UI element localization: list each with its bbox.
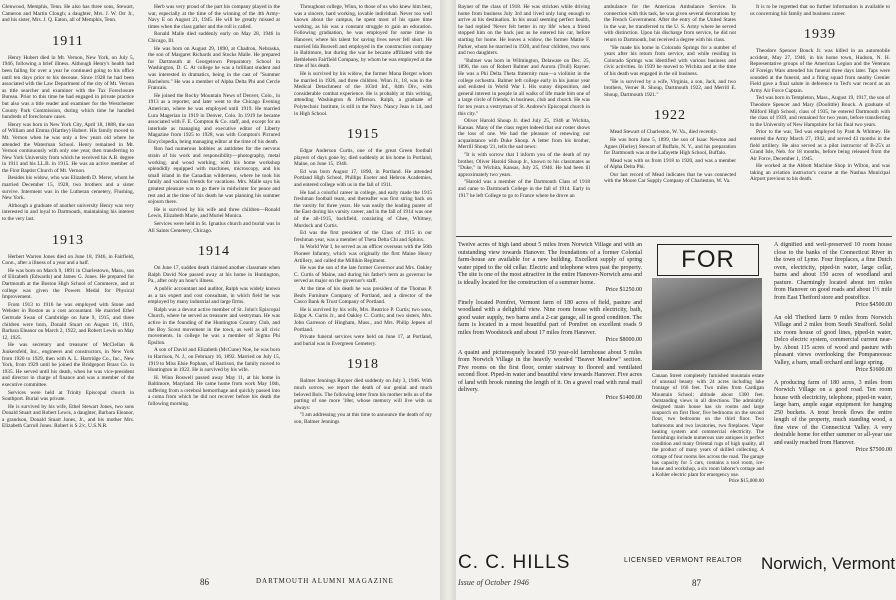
listing-price: Price $7500.00 — [855, 447, 892, 453]
paragraph: Our last record of Mead indicates that he was connected with the Moore Car Supply Company of Charleston, W. Va. — [604, 171, 736, 185]
paragraph: Ralph was a devout active member of St. John's Episcopal Church, where he served as treasurer and vestryman. He was active in the founding of the Huntington Country Club, and the Boy Scout movement in the town, as well as all civic movements. In college he was a member of Sigma Phi Epsilon. — [148, 306, 280, 346]
class-year-heading: 1939 — [804, 27, 836, 43]
paragraph: Ron had numerous hobbies as antidotes for the nervous strain of his work and responsibility—photography, metal working, and wood working, with his home workshop splendidly equipped with machines, microscopy, and his small island in the Canadian wilderness, where he took his family and various friends for vacations. Mrs. Malle says his greatest pleasure was to go there in midwinter for peace and rest and at the time of his death he was planning his summer sojourn there. — [148, 146, 280, 206]
paragraph: He was born on March 9, 1891 in Charlestown, Mass., son of Elizabeth (Edwards) and James G. Jones. He prepared for Dartmouth at the Boston High School of Commerce, and at college was given the Powers Medal for Physical Improvement. — [2, 267, 134, 301]
paragraph: Ed was the first president of the Class of 1915 in our freshman year, was a member of Theta Delta Chi and Sphinx. — [294, 230, 432, 243]
listing-price: Price $1400.00 — [605, 394, 642, 401]
paragraph: He had a colorful career in college, and early made the 1915 freshman football team, and thereafter was first string back on the varsity for three years. He was easily the leading punter of the East during his varsity career, and in the fall of 1914 was one of the all-1915, backfield, consisting of Ghee, Whitney, Murdock and Curtis. — [294, 189, 432, 229]
paragraph: Henry was born in New York City, April 18, 1888, the son of William and Emma (Hartley) Hubert. His family moved to Mt. Vernon when he was only a few years old where he attended the Waterman School. Henry remained in Mt. Vernon continuously with only one year, then transferring to New York University from which he received his A.B. degree in 1911 and his LL.B. in 1915. He was an active member of the First Baptist Church of Mt. Vernon. — [2, 121, 134, 174]
paragraph: He was born on August 29, 1890, at Chadron, Nebraska, the son of Margaret Richards and Stocks Malle. He prepared for Dartmouth at Georgetown Preparatory School in Washington, D. C. At college he was a brilliant student and was interested in dramatics, being in the cast of "Summer Bachelors." He was a member of Alpha Delta Phi and Cercle Francais. — [148, 45, 280, 92]
paragraph: "Harold was a member of the Dartmouth Class of 1918 and came to Dartmouth College in the fall of 1914. Early in 1917 he left College to go to France where he drove an — [458, 179, 590, 199]
listing-price: Price $8000.00 — [605, 337, 642, 343]
left-column-2 — [148, 4, 280, 570]
listing — [774, 242, 892, 310]
paragraph: Herb was very proud of the part his company played in the war, especially at the time of the winning of the 4th Army-Navy E on August 21, 1945. He will be greatly missed at times when the class gather and the roll is called. — [148, 4, 280, 30]
listing-price: Price $1600.00 — [855, 367, 892, 373]
left-column-3 — [294, 4, 432, 570]
left-column-1 — [2, 4, 134, 570]
paragraph: Ted was born in Templeton, Mass., August 19, 1917, the son of Theodore Spencer and Mary (Doolittle) Bouck. A graduate of Milford High School, class of 1935, he entered Dartmouth with the class of 1939, and remained for two years, before transferring to the University of New Hampshire for his final two years. — [750, 95, 890, 128]
class-year-heading: 1915 — [347, 127, 379, 143]
paragraph: Ronald Malle died suddenly early on May 28, 1946 in Chicago, Ill. — [148, 31, 280, 44]
page-86 — [0, 0, 440, 600]
paragraph: Although a graduate of another university Henry was very interested in and loyal to Dartmouth, maintaining his interest to the very last. — [2, 202, 134, 223]
listing — [774, 315, 892, 375]
photo-caption — [652, 373, 764, 545]
paragraph: Private funeral services were held on June 17, at Portland, and burial was in Evergreen Cemetery. — [294, 334, 432, 347]
paragraph: A public accountant and auditor, Ralph was widely known as a tax expert and cost consultant, in which field he was employed by many industrial and large firms. — [148, 285, 280, 306]
paragraph: He is survived by his wife, Ethel Stewart Jones, two sons Donald Stuart and Robert Lewis, a daughter, Barbara Eleanor, a grandson, Donald Stuart Jones, Jr., and his mother Mrs. Elizabeth Carroll Jones. Robert is S 2/c, U.S.N.R. — [2, 403, 134, 430]
paragraph: He was the son of the late former Governor and Mrs. Oakley C. Curtis of Maine, and during his father's term as governor he served as major on the governor's staff. — [294, 265, 432, 285]
gutter — [440, 0, 456, 600]
paragraph: He worked at the Abbott Machine Shop in Wilton, and was taking an aviation instructor's course at the Nashua Municipal Airport previous to his death. — [750, 163, 890, 183]
right-column-2 — [604, 4, 736, 236]
paragraph: "He made his home in Colorado Springs for a number of years after his return from service, and while residing in Colorado Springs was identified with various business and civic activities. In 1939 he moved to Wichita and at the time of his death was engaged in the oil business. — [604, 44, 736, 77]
paragraph: "Balmer was born in Wilmington, Delaware on Dec. 25, 1896, the son of Robert Balmer and Aurora (Trull) Rayner. He was a Phi Delta Theta fraternity man—a violinist in the college orchestra. Balmer left college early in his junior year and enlisted in World War I. His sunny disposition, and general interest in people in all walks of life made him one of a large circle of friends, in business, club and church. He was for ten years a vestryman of St. Andrew's Episcopal church in this city." — [458, 57, 590, 117]
paragraph: Edgar Anderson Curtis, one of the great Green football players of days gone by, died suddenly at his home in Portland, Maine, on June 15, 1946. — [294, 148, 432, 168]
page-number: 87 — [692, 578, 701, 588]
estate-photo — [652, 278, 762, 370]
paragraph: He was secretary and treasurer of McClellan & Junkersfeld, Inc., engineers and constructors, in New York from 1920 to 1929, then with A. L. Hartridge Co., Inc., New York, from 1929 until he joined the Bridgeport Brass Co. in 1935. He served until his death, when he was vice-president and director in charge of finance and was a member of the executive committee. — [2, 342, 134, 388]
paragraph: Besides his widow, who was Elizabeth D. Merer, whom he married December 15, 1928, two brothers and a sister survive. Interment was in the Lutheran cemetery, Flushing, New York. — [2, 175, 134, 202]
paragraph: He is survived by his wife, Mrs. Beatrice P. Curtis; two sons, Edgar A. Curtis Jr., and Oakley C. Curtis; and two sisters, Mrs. John Garreson of Hingham, Mass., and Mrs. Philip Jepsen of Portland. — [294, 306, 432, 333]
paragraph: Prior to the war, Ted was employed by Pratt & Whitney. He entered the Army March 27, 1942, and served 43 months in the field artillery. He also served as a pilot instructor of B-25's at Grand Isle, Neb. for 18 months, before being released from the Air Force, December 1, 1945. — [750, 129, 890, 162]
class-year-heading: 1922 — [654, 108, 686, 124]
class-year-heading: 1913 — [52, 232, 84, 248]
paragraph: Glenwood, Memphis, Tenn. He also has three sons, Stewart, Cameron and Martin Clough; a daughter, Mrs. J. W. Orr Jr., and his sister, Mrs. J. Q. Eaton, all of Memphis, Tenn. — [2, 4, 134, 24]
for-sale-heading: FOR — [657, 244, 759, 276]
page-87 — [456, 0, 896, 600]
listing — [458, 300, 642, 345]
paragraph: Services were held in St. Ignatius church and burial was in All Saints Cemetery, Chicago. — [148, 221, 280, 234]
listing-price: Price $15,000.00 — [728, 478, 764, 485]
paragraph: Rayner of the class of 1918. He was stricken while driving home from business July 3rd and lived only long enough to arrive at his destination. In his usual seeming perfect health, he had replied 'Never felt better in my life' when a friend stopped him on the back just as he entered his car, before starting for home. He leaves a widow, the former Mattie F. Parker, whom he married in 1920, and four children, two sons and two daughters. — [458, 4, 590, 57]
ad-column-1 — [458, 242, 642, 548]
class-year-heading: 1911 — [52, 33, 84, 49]
paragraph: On June 17, sudden death claimed another classmate when Ralph David Noe passed away at his home in Huntington, Pa., after only an hour's illness. — [148, 265, 280, 285]
class-year-heading: 1918 — [347, 357, 379, 373]
ad-top-rule — [456, 236, 892, 237]
listing-text: A quaint and picturesquely located 150 year-old farmhouse about 5 miles from Norwich Village in the heavily wooded "Beaver Meadow" section. Five rooms on the first floor, center stairway to floored and ventilated second floor. Piped-in water and beautiful view towards Hanover. Five acres of land with brook running the length of it. On a gravel road with rural mail delivery. — [458, 349, 642, 393]
paragraph: Theodore Spencer Bouck Jr. was killed in an automobile accident, May 27, 1946, in his home town, Hudson, N. H. Representative groups of the American Legion and the Veterans of Foreign Wars attended his funeral three days later. Taps were sounded at the funeral, and a firing squad from nearby Grenier Field gave a final salute in deference to Ted's war record as an Army Air Force Captain. — [750, 48, 890, 94]
paragraph: A son of David and Elizabeth (McCune) Noe, he was born in Harrison, N. J., on February 16, 1892. Married on July 15, 1919 to Miss Elsie Popham, of Harrison, the family moved to Huntington in 1922. He is survived by his wife. — [148, 347, 280, 374]
paragraph: In World War I, he served as an officer overseas with the 56th Pioneer Infantry, which was originally the first Maine Heavy Artillery, and called the Millikin Regiment. — [294, 244, 432, 264]
paragraph: Balmer Jennings Rayner died suddenly on July 3, 1946. With much sorrow, we report the death of our genial and much beloved Bols. The following letter from his mother tells us of the parting of one more '18er, whose memory will live with us always: — [294, 378, 432, 411]
realtor-name: C. C. HILLS — [458, 552, 571, 573]
paragraph: Mead was with us from 1918 to 1920, and was a member of Alpha Delta Phi. — [604, 157, 736, 171]
listing — [774, 380, 892, 455]
issue-date: Issue of October 1946 — [458, 578, 529, 587]
listing-price: Price $4500.00 — [855, 302, 892, 308]
right-column-1 — [458, 4, 590, 236]
paragraph: Mead Stewart of Charleston, W. Va., died recently. — [610, 129, 718, 136]
ad-column-3 — [774, 242, 892, 548]
paragraph: Throughout college, Winn, to those of us who knew him best, was a sincere, hard working, lovable individual. Never too well known about the campus, he spent most of his spare time working, as his was a constant struggle to gain an education. Following graduation, he was employed for some time in Hanover, where his talent for saving lives never fell short. He married Ida Buswell and employed in the construction company in Baltimore, but during the war he became affiliated with the Bethlehem Fairfield Company, by whom he was employed at the time of his death. — [294, 4, 432, 70]
paragraph: "He is survived by a wife, Virginia, a son, Jack, and two brothers, Verner R. Shoup, Dartmouth 1922, and Merrill E. Shoup, Dartmouth 1921." — [604, 78, 736, 98]
right-column-3 — [750, 4, 890, 236]
listing-text: Twelve acres of high land about 5 miles from Norwich Village and with an outstanding view towards Hanover. The foundations of a former Colonial farm-house are available for a new building. Excellent supply of spring water piped to the old cellar. Electric and telephone wires past the property. The site is one of the most attractive in the entire Hanover-Norwich area and is ideally located for the construction of a summer home. — [458, 242, 642, 286]
listing-text: Finely located Pomfret, Vermont farm of 180 acres of field, pasture and woodland with a delightful view. Nine room house with electricity, bath, good water supply, two barns and a 2-car garage, all in good condition. The farm is located in a most beautiful part of Pomfret on excellent roads 9 miles from Woodstock and about 17 miles from Hanover. — [458, 299, 642, 336]
paragraph: Herbert Warren Jones died on June 18, 1946, in Fairfield, Conn., after a illness of a year and a half. — [2, 253, 134, 267]
listing-text: A dignified and well-preserved 10 room house close to the banks of the Connecticut River in the town of Lyme. Four fireplaces, a fine Dutch oven, electricity, piped-in water, large cellar, barns and about 150 acres of woodland and pasture. Charmingly located about ten miles from Hanover on good roads and about 1½ mile from East Thetford store and postoffice. — [774, 242, 892, 301]
paragraph: "I am addressing you at this time to announce the death of my son, Balmer Jennings — [294, 412, 432, 425]
paragraph: Oliver Harold Shoup Jr. died July 25, 1946 at Wichita, Kansas. Many of the class regret indeed that our roster shows the loss of one. We had the pleasure of renewing our acquaintance with Duke Shoup. A letter from his brother, Merrill Shoup '21, tells the sad news: — [458, 118, 590, 151]
paragraph: Henry Hubert died in Mt. Vernon, New York, on July 5, 1946, following a brief illness. Although Henry's health had been failing for over a year he continued going to his office until ten days prior to his decease. Since 1928 he had been associated with the Law Department of the city of Mt. Vernon as title searcher and examiner with the Tax Foreclosure Bureau. Prior to this time he had engaged in private practice but also was a title reader and examiner for the Westchester County Park Commission, during which time he handled hundreds of foreclosure cases. — [2, 54, 134, 121]
listing-text: An old Thetford farm 9 miles from Norwich Village and 2 miles from South Strafford. Solid six room house of good lines, piped-in water, Delco electric system, commercial current near-by. About 115 acres of wood and pasture with pleasant views overlooking the Pompanoosuc Valley, a barn, small orchard and large spring. — [774, 314, 892, 366]
realtor-location: Norwich, Vermont — [761, 554, 896, 573]
paragraph: From 1913 to 1916 he was employed with Stone and Webster in Boston as a cost accountant. He married Ethel Gertrude Swan of Cambridge on June 9, 1915, and three children were born, Donald Stuart on August 16, 1916, Barbara Eleanor on March 2, 1922, and Robert Lewis on May 12, 1925. — [2, 301, 134, 341]
paragraph: H. Winn Boswell passed away May 11, at his home in Baltimore, Maryland. He came home from work May 10th, suffering from a cerebral hemorrhage and quickly passed into a coma from which he did not recover before his death the following morning. — [148, 374, 280, 408]
listing — [458, 350, 642, 403]
listing-price: Price $1250.00 — [605, 287, 642, 293]
paragraph: At the time of his death he was president of the Thomas P. Beals Furniture Company of Portland, and a director of the Casco Bank & Trust Company of Portland. — [294, 285, 432, 306]
running-footer: DARTMOUTH ALUMNI MAGAZINE — [256, 577, 394, 585]
paragraph: Ed was born August 17, 1890, in Portland. He attended Portland High School, Phillips Exeter and Hebron Academies, and entered college with us in the fall of 1911. — [294, 168, 432, 189]
paragraph: Services were held at Trinity Episcopal church in Southport. Burial was private. — [2, 389, 134, 403]
paragraph: ambulance for the American Ambulance Service. In connection with this task, he was given several decorations by the French Government. After the entry of the United States in the war, he transferred to the U. S. Army where he served with distinction. Upon his discharge from service, he did not return to Dartmouth, but received a degree with his class. — [604, 4, 736, 43]
class-year-heading: 1914 — [198, 244, 230, 260]
paragraph: It is to be regretted that no further information is available to us concerning his family and business career. — [750, 4, 890, 17]
caption-text: Canaan Street completely furnished mountain estate of unusual beauty with 24 acres including lake frontage of 166 feet. Two miles from Cardigan Mountain School; altitude about 1300 feet. Outstanding views in all directions. The admirably designed main house has six rooms and large sunporch on first floor, five bedrooms on the second floor, two bedrooms on the third floor. Two bathrooms and two lavatories, two fireplaces. Vapor heating system and commercial electricity. The furnishings include numerous rare antiques in perfect condition and many Oriental rugs of high quality, all the product of many years of skilled collecting. A cottage of four rooms lies across the road. The garage has capacity for 5 cars, contains a tool room, ice-house and workshop, a six room laborer's cottage and a Kohler electric plant for emergency use. — [652, 373, 764, 479]
paragraph: He is survived by his wife and three children—Ronald Lewis, Elizabeth Marie, and Muriel Monica. — [148, 206, 280, 220]
page-number: 86 — [200, 577, 209, 587]
listing — [458, 242, 642, 295]
listing-text: A producing farm of 180 acres, 3 miles from Norwich Village on a good road. Ten room house with electricity, telephone, piped-in water, large barn, ample sugar equipment for hanging 250 buckets. A trout brook flows the entire length of the property, much standing wood, a fine view of the Connecticut Valley. A very desirable home for either summer or all-year use and easily reached from Hanover. — [774, 379, 892, 446]
realtor-tagline: LICENSED VERMONT REALTOR — [624, 557, 743, 564]
paragraph: He joined the Rocky Mountain News of Denver, Colo., in 1913 as a reporter, and later went to the Chicago Evening American, where he was employed until 1919. He married Lura Magerian in 1919 in Denver, Colo. In 1919 he became associated with F. E. Compton & Co. staff, and, except for an interlude as managing and executive editor of Liberty Magazine from 1925 to 1928, was with Compton's Pictured Encyclopedia, being managing editor at the time of his death. — [148, 92, 280, 145]
paragraph: "It is with sorrow that I inform you of the death of my brother, Oliver Harold Shoup Jr., known to his classmates as "Duke," in Wichita, Kansas, July 25, 1946. He had been ill approximately two years. — [458, 152, 590, 178]
paragraph: He is survived by his widow, the former Mona Berger whom he married in 1926, and three children. Winn Jr., 18, was in the Medical Detachment of the 103rd Inf., 84th Div., with considerable combat experience. He is probably at this writing, attending Washington & Jefferson. Ralph, a graduate of Polytechnic Institute, is still in the Navy. Nancy Jean is 14, and in High School. — [294, 70, 432, 117]
paragraph: He was born June 5, 1899, the son of Isaac Newton and Agnes (Hurley) Stewart of Buffalo, N. Y., and his preparation for Dartmouth was at the Lafayette High School, Buffalo. — [604, 136, 736, 157]
